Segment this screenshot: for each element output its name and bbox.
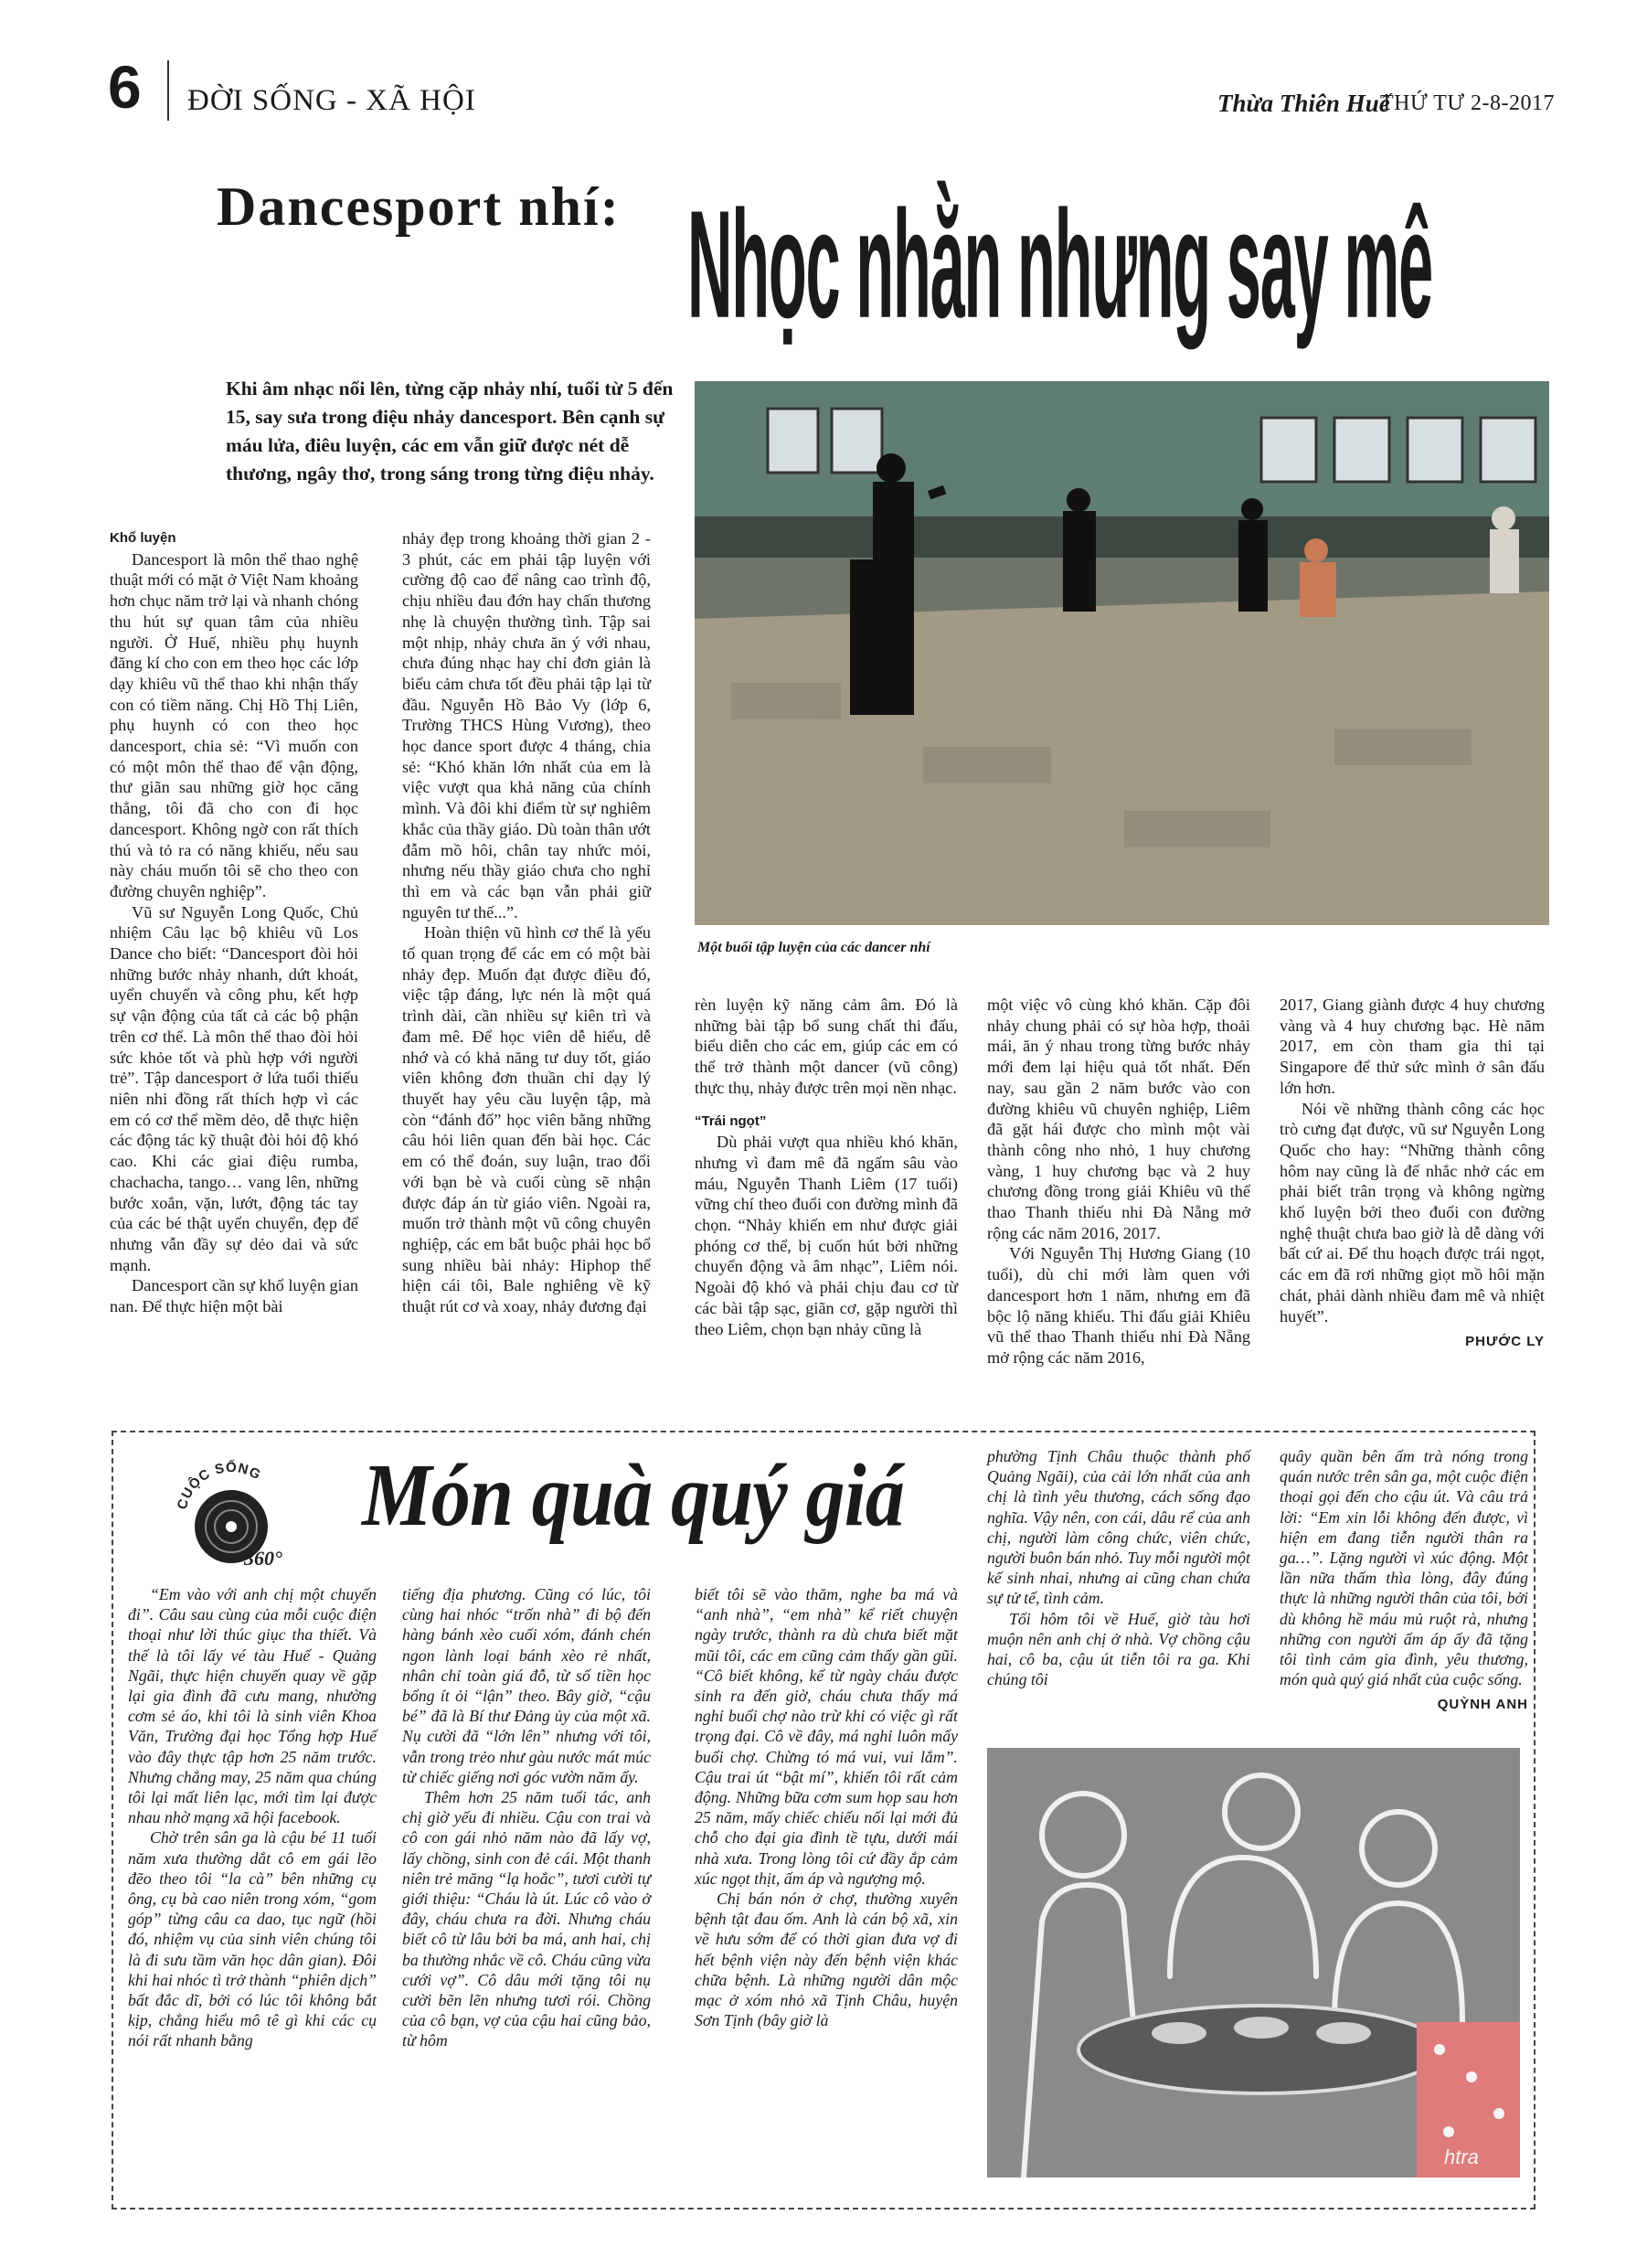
- article-headline: Nhọc nhằn nhưng say mê: [687, 179, 1433, 351]
- paragraph: Chờ trên sân ga là cậu bé 11 tuổi năm xưa thường dắt cô em gái lẽo đẽo theo tôi “la cà” bên những cụ ông, cụ bà cao niên trong xóm, “gom góp” từng câu ca dao, tục ngữ (hồi đó, nhiệm vụ của sinh viên chúng tôi là đi sưu tầm văn học dân gian). Đôi khi hai nhóc tì trở thành “phiên dịch” bất đắc dĩ, bởi có lúc tôi không bắt kịp, chẳng hiểu mô tê gì khi các cụ nói rất nhanh bằng: [128, 1828, 377, 2050]
- paragraph: Tối hôm tôi về Huế, giờ tàu hơi muộn nên anh chị ở nhà. Vợ chồng cậu hai, cô ba, cậu út tiễn tôi ra ga. Khi chúng tôi: [987, 1609, 1250, 1689]
- paragraph: Dù phải vượt qua nhiều khó khăn, nhưng vì đam mê đã ngấm sâu vào máu, Nguyễn Thanh Liêm (17 tuổi) vững chí theo đuổi con đường mình đã chọn. “Nhảy khiến em như được giải phóng cơ thể, bị cuốn hút bởi những chuyển động và âm nhạc”, Liêm nói. Ngoài độ khó và phải chịu đau cơ từ các bài tập sạc, giãn cơ, gặp người thì theo Liêm, chọn bạn nhảy cũng là: [695, 1133, 958, 1338]
- article-kicker: Dancesport nhí:: [217, 176, 621, 237]
- article-column-5: [1280, 995, 1545, 1353]
- feature-column-2: [402, 1584, 651, 2051]
- logo-arc-text: CUỘC SỐNG: [174, 1459, 264, 1512]
- article-column-3: [695, 995, 958, 1339]
- newspaper-name: Thừa Thiên Huế: [1217, 90, 1390, 117]
- article-column-2: [402, 528, 651, 1317]
- byline: PHƯỚC LY: [1465, 1334, 1545, 1350]
- feature-column-1: [128, 1584, 377, 2051]
- paragraph: Dancesport cần sự khổ luyện gian nan. Để thực hiện một bài: [110, 1276, 359, 1316]
- paragraph: Dancesport là môn thể thao nghệ thuật mới có mặt ở Việt Nam khoảng hơn chục năm trở lại và nhanh chóng thu hút sự quan tâm của nhiều người. Ở Huế, nhiều phụ huynh đăng kí cho con em theo học các lớp dạy khiêu vũ thể thao khi nhận thấy con có tiềm năng. Chị Hồ Thị Liên, phụ huynh có con theo học dancesport, chia sẻ: “Vì muốn con có một môn thể thao để vận động, thư giãn sau những giờ học căng thẳng, tôi đã cho con đi học dancesport. Không ngờ con rất thích thú và tỏ ra có năng khiếu, nếu sau này cháu muốn tôi sẽ cho theo con đường chuyên nghiệp”.: [110, 549, 358, 900]
- byline: QUỲNH ANH: [1437, 1697, 1528, 1713]
- dance-practice-photo: [695, 381, 1549, 925]
- illustration-signature: htra: [1444, 2146, 1479, 2168]
- article-column-1: [110, 528, 358, 1317]
- photo-caption: Một buổi tập luyện của các dancer nhí: [697, 940, 930, 955]
- paragraph: Vũ sư Nguyễn Long Quốc, Chủ nhiệm Câu lạc bộ khiêu vũ Los Dance cho biết: “Dancesport đòi hỏi những bước nhảy nhanh, dứt khoát, uyển chuyển và công phu, kết hợp sự vận động của tất cả các bộ phận trên cơ thể. Là môn thể thao đòi hỏi sức khỏe tốt và phù hợp với người trẻ”. Tập dancesport ở lứa tuổi thiếu niên nhi đồng rất thích hợp vì các em có cơ thể mềm dẻo, dễ thực hiện các động tác kỹ thuật đòi hỏi độ khó cao. Khi các giai điệu rumba, chachacha, tango… vang lên, những bước xoắn, vặn, lướt, động tác tay của các bé thật uyển chuyển, đẹp để nhưng vẫn đầy sự dẻo dai và sức mạnh.: [110, 902, 358, 1274]
- paragraph: Chị bán nón ở chợ, thường xuyên bệnh tật đau ốm. Anh là cán bộ xã, xin về hưu sớm để có thời gian đưa vợ đi hết bệnh viện này đến bệnh viện khác chữa bệnh. Là những người dân mộc mạc ở xóm nhỏ xã Tịnh Châu, huyện Sơn Tịnh (bây giờ là: [695, 1890, 958, 2030]
- cuoc-song-360-logo: [167, 1453, 295, 1572]
- paragraph: “Em vào với anh chị một chuyến đi”. Câu sau cùng của mỗi cuộc điện thoại như lời thúc giục tha thiết. Và thế là tôi lấy vé tàu Huế - Quảng Ngãi, thực hiện chuyến quay về gặp lại gia đình đã cưu mang, nhường cơm sẻ áo, khi tôi là sinh viên Khoa Văn, Trường đại học Tổng hợp Huế vào đây thực tập hơn 25 năm trước. Nhưng chẳng may, 25 năm qua chúng tôi lại mất liên lạc, mới tìm lại được nhau nhờ mạng xã hội facebook.: [128, 1585, 377, 1827]
- paragraph: Hoàn thiện vũ hình cơ thể là yếu tố quan trọng để các em có một bài nhảy đẹp. Muốn đạt được điều đó, việc tập đáng, lực nén là một quá trình dài, cần nhiều sự kiên trì và đam mê. Để học viên dễ hiểu, dễ nhớ và có khả năng tư duy tốt, giáo viên không đơn thuần chỉ dạy lý thuyết hay yêu cầu luyện tập, mà còn “đánh đố” học viên bằng những câu hỏi liên quan đến bài học. Các em có thể đoán, suy luận, trao đổi với bạn bè và cuối cùng sẽ nhận được đáp án từ giáo viên. Ngoài ra, muốn trở thành một vũ công chuyên nghiệp, các em bắt buộc phải học bổ sung nhiều bài nhảy: Hiphop thể hiện cái tôi, Bale nghiêng về kỹ thuật rút cơ và xoay, nhảy đương đại: [402, 923, 651, 1316]
- subheading: “Trái ngọt”: [695, 1113, 767, 1129]
- paragraph: Nói về những thành công các học trò cưng đạt được, vũ sư Nguyễn Long Quốc cho hay: “Những thành công hôm nay cũng là để nhắc nhở các em phải biết trân trọng và không ngừng khổ luyện bởi theo đuổi con đường nghệ thuật chưa bao giờ là dễ dàng với bất cứ ai. Để thu hoạch được trái ngọt, các em đã rơi những giọt mồ hôi mặn chát, phải dành nhiều đam mê và nhiệt huyết”.: [1280, 1099, 1545, 1326]
- paragraph: phường Tịnh Châu thuộc thành phố Quảng Ngãi), của cải lớn nhất của anh chị là tình yêu thương, cách sống đạo nghĩa. Vậy nên, con cái, dâu rể của anh chị, người làm công chức, viên chức, người buôn bán nhỏ. Tuy mỗi người một kế sinh nhai, nhưng ai cũng chan chứa sự tử tế, tình cảm.: [987, 1447, 1250, 1608]
- paragraph: Thêm hơn 25 năm tuổi tác, anh chị giờ yếu đi nhiều. Cậu con trai và cô con gái nhỏ năm nào đã lấy vợ, lấy chồng, sinh con đẻ cái. Một thanh niên trẻ măng “lạ hoắc”, tươi cười tự giới thiệu: “Cháu là út. Lúc cô vào ở đây, cháu chưa ra đời. Nhưng cháu biết cô từ lâu bởi ba má, anh hai, chị ba thường nhắc về cô. Cháu cũng vừa cưới vợ”. Cô dâu mới tặng tôi nụ cười bẽn lẽn nhưng tươi rói. Chồng của cô bạn, vợ của cậu hai cũng bảo, từ hôm: [402, 1788, 651, 2050]
- feature-column-5: [1280, 1446, 1528, 1716]
- paragraph: tiếng địa phương. Cũng có lúc, tôi cùng hai nhóc “trốn nhà” đi bộ đến hàng bánh xèo cuối xóm, đánh chén ngon lành loại bánh xèo rẻ nhất, nhân chỉ toàn giá đỗ, từ số tiền học bổng ít ỏi “lận” theo. Bây giờ, “cậu bé” đã là Bí thư Đảng ủy của một xã. Nụ cười đã “lớn lên” nhưng với tôi, vẫn trong trẻo như gàu nước mát múc từ chiếc giếng nơi góc vườn năm ấy.: [402, 1585, 651, 1786]
- page-number: 6: [108, 53, 142, 121]
- article-column-4: [987, 995, 1250, 1368]
- paragraph: biết tôi sẽ vào thăm, nghe ba má và “anh nhà”, “em nhà” kể riết chuyện ngày trước, thành ra dù chưa biết mặt mũi tôi, các em cũng cảm thấy gần gũi. “Cô biết không, kể từ ngày cháu được sinh ra đến giờ, cháu chưa thấy má nghỉ buổi chợ nào trừ khi có việc gì rất trọng đại. Cô về đây, má nghỉ luôn mấy buổi chợ. Chừng tó má vui, vui lắm”. Cậu trai út “bật mí”, khiến tôi rất cảm động. Những bữa cơm sum họp sau hơn 25 năm, mấy chiếc chiếu nối lại mới đủ chỗ cho đại gia đình tề tựu, dưới mái nhà xưa. Trong lòng tôi cứ đầy ắp cảm xúc ngọt thịt, ấm áp và ngượng mộ.: [695, 1585, 958, 1888]
- article-lead: Khi âm nhạc nổi lên, từng cặp nhảy nhí, tuổi từ 5 đến 15, say sưa trong điệu nhảy dancesport. Bên cạnh sự máu lửa, điêu luyện, các em vẫn giữ được nét dễ thương, ngây thơ, trong sáng trong từng điệu nhảy.: [226, 378, 674, 484]
- feature-column-3: [695, 1584, 958, 2030]
- issue-date: THỨ TƯ 2-8-2017: [1380, 91, 1555, 115]
- logo-number: 360°: [244, 1547, 282, 1570]
- section-title: ĐỜI SỐNG - XÃ HỘI: [187, 84, 476, 117]
- paragraph: nhảy đẹp trong khoảng thời gian 2 - 3 phút, các em phải tập luyện với cường độ cao để nâng cao trình độ, chịu nhiều đau đớn hay chấn thương nhẹ là chuyện thường tình. Tập sai một nhịp, nhảy chưa ăn ý với nhau, chưa đúng nhạc hay chỉ đơn giản là biểu cảm chưa tốt đều phải tập lại từ đầu. Nguyễn Hồ Bảo Vy (lớp 6, Trường THCS Hùng Vương), theo học dance sport được 4 tháng, chia sẻ: “Khó khăn lớn nhất của em là việc vượt qua khả năng của chính mình. Và đôi khi điểm từ sự nghiêm khắc của thầy giáo. Dù toàn thân ướt đẫm mồ hôi, chân tay nhức mỏi, nhưng nếu thầy giáo chưa cho nghỉ thì em và các bạn vẫn phải giữ nguyên tư thế...”.: [402, 529, 651, 921]
- paragraph: Với Nguyễn Thị Hương Giang (10 tuổi), dù chỉ mới làm quen với dancesport hơn 1 năm, nhưng em đã bộc lộ năng khiếu. Thi đấu giải Khiêu vũ thể thao Thanh thiếu nhi Đà Nẵng mở rộng các năm 2016,: [987, 1244, 1250, 1367]
- paragraph: 2017, Giang giành được 4 huy chương vàng và 4 huy chương bạc. Hè năm 2017, em còn tham gia thi tại Singapore để thử sức mình ở sân đấu lớn hơn.: [1280, 996, 1545, 1097]
- paragraph: quây quần bên ấm trà nóng trong quán nước trên sân ga, một cuộc điện thoại gọi đến cho cậu út. Và câu trả lời: “Em xin lỗi không đến được, vì hiện em đang tiễn người thân ra ga…”. Lặng người vì xúc động. Một lần nữa thấm thìa lòng, đây đúng thực là những người thân của tôi, bởi dù không hề máu mủ ruột rà, nhưng những con người ấm áp ấy đã tặng tôi tình cảm gia đình, yêu thương, món quà quý giá nhất của cuộc sống.: [1280, 1447, 1528, 1689]
- paragraph: rèn luyện kỹ năng cảm âm. Đó là những bài tập bổ sung chất thi đấu, biểu diễn cho các em, giúp các em có thể trở thành một dancer (vũ công) thực thụ, nhảy được trên mọi nền nhạc.: [695, 996, 958, 1097]
- header-divider: [167, 60, 169, 121]
- family-illustration: [987, 1748, 1520, 2177]
- feature-title: Món quà quý giá: [362, 1446, 905, 1545]
- subheading: Khổ luyện: [110, 530, 176, 546]
- feature-column-4: [987, 1446, 1250, 1689]
- paragraph: một việc vô cùng khó khăn. Cặp đôi nhảy chung phải có sự hòa hợp, thoải mái, ăn ý nhau trong từng bước nhảy mới đem lại hiệu quả tốt nhất. Đến nay, sau gần 2 năm bước vào con đường khiêu vũ chuyên nghiệp, Liêm đã gặt hái được cho mình một vài thành công nho nhỏ, 1 huy chương vàng, 1 huy chương bạc và 2 huy chương đồng trong giải Khiêu vũ thể thao Thanh thiếu nhi Đà Nẵng mở rộng các năm 2016, 2017.: [987, 996, 1250, 1242]
